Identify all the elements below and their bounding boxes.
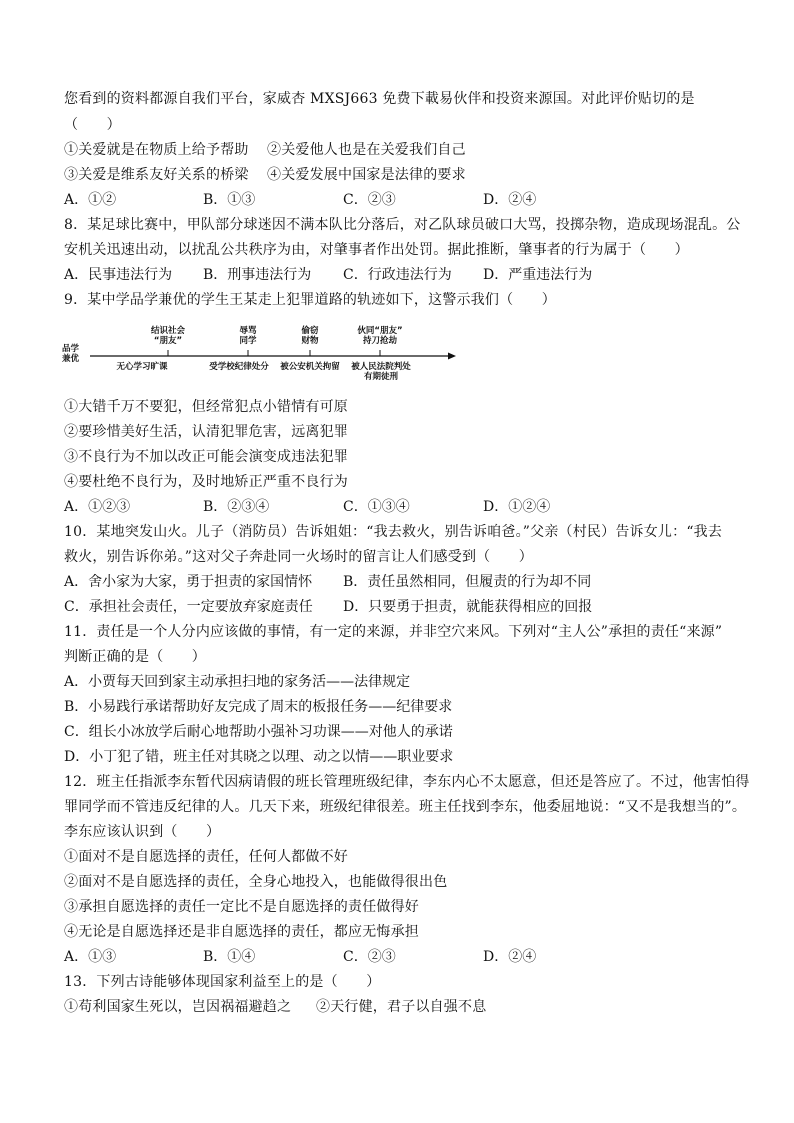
q7-option-b[interactable]: B．①③ xyxy=(203,192,256,208)
q12-option-a[interactable]: A．①③ xyxy=(64,949,117,965)
q9-statement-2: ②要珍惜美好生活，认清犯罪危害，远离犯罪 xyxy=(64,424,348,440)
timeline-start-label: 品学 兼优 xyxy=(62,344,80,364)
q12-statement-1: ①面对不是自愿选择的责任，任何人都做不好 xyxy=(64,849,348,865)
timeline-top-1: 结识社会 “朋友” xyxy=(150,326,185,346)
timeline-top-2: 辱骂 同学 xyxy=(239,326,257,346)
q9-option-a[interactable]: A．①②③ xyxy=(64,499,131,515)
q12-statement-3: ③承担自愿选择的责任一定比不是自愿选择的责任做得好 xyxy=(64,899,419,915)
q13-statement-2: ②天行健，君子以自强不息 xyxy=(316,999,487,1015)
q8-option-b[interactable]: B．刑事违法行为 xyxy=(203,267,312,283)
q8-option-a[interactable]: A．民事违法行为 xyxy=(64,267,173,283)
timeline-bottom-3: 被公安机关拘留 xyxy=(280,362,340,372)
q10-option-b[interactable]: B．责任虽然相同，但履责的行为却不同 xyxy=(343,574,592,590)
q9-statement-4: ④要杜绝不良行为，及时地矫正严重不良行为 xyxy=(64,474,348,490)
q12-stem-line2: 罪同学而不管违反纪律的人。几天下来，班级纪律很差。班主任找到李东，他委屈地说：“又不是我想当的”。 xyxy=(64,799,747,815)
q10-option-a[interactable]: A．舍小家为大家，勇于担责的家国情怀 xyxy=(64,574,313,590)
q10-option-c[interactable]: C．承担社会责任，一定要放弃家庭责任 xyxy=(64,599,313,615)
q12-option-d[interactable]: D．②④ xyxy=(483,949,537,965)
q7-option-a[interactable]: A．①② xyxy=(64,192,117,208)
q7-statement-2: ②关爱他人也是在关爱我们自己 xyxy=(267,142,466,158)
q7-answer-blank: （ ） xyxy=(64,117,121,133)
q8-stem-line1: 8．某足球比赛中，甲队部分球迷因不满本队比分落后，对乙队球员破口大骂，投掷杂物，造成现场混乱。公 xyxy=(64,217,741,233)
q11-option-d[interactable]: D．小丁犯了错，班主任对其晓之以理、动之以情——职业要求 xyxy=(64,749,454,765)
q12-stem-line1: 12．班主任指派李东暂代因病请假的班长管理班级纪律，李东内心不太愿意，但还是答应了。不过，他害怕得 xyxy=(64,774,750,790)
q12-stem-line3: 李东应该认识到（ ） xyxy=(64,824,221,840)
q8-stem-line2: 安机关迅速出动，以扰乱公共秩序为由，对肇事者作出处罚。据此推断，肇事者的行为属于（ ） xyxy=(64,242,689,258)
q8-option-d[interactable]: D．严重违法行为 xyxy=(483,267,593,283)
q7-statement-4: ④关爱发展中国家是法律的要求 xyxy=(267,167,466,183)
timeline-top-4: 伙同“朋友” 持刀抢劫 xyxy=(357,326,403,346)
timeline-bottom-1: 无心学习旷课 xyxy=(116,362,168,372)
q7-statement-1: ①关爱就是在物质上给予帮助 xyxy=(64,142,249,158)
q9-option-b[interactable]: B．②③④ xyxy=(203,499,270,515)
q9-statement-1: ①大错千万不要犯，但经常犯点小错情有可原 xyxy=(64,399,348,415)
q9-stem: 9．某中学品学兼优的学生王某走上犯罪道路的轨迹如下，这警示我们（ ） xyxy=(64,292,556,308)
q11-stem-line1: 11．责任是一个人分内应该做的事情，有一定的来源，并非空穴来风。下列对“主人公”承担的责任“来源” xyxy=(64,624,723,640)
crime-path-timeline xyxy=(62,322,462,390)
q10-option-d[interactable]: D．只要勇于担责，就能获得相应的回报 xyxy=(343,599,593,615)
q7-statement-3: ③关爱是维系友好关系的桥梁 xyxy=(64,167,249,183)
q12-option-b[interactable]: B．①④ xyxy=(203,949,256,965)
timeline-top-3: 偷窃 财物 xyxy=(301,326,319,346)
timeline-bottom-4: 被人民法院判处 有期徒刑 xyxy=(351,362,411,382)
q9-option-c[interactable]: C．①③④ xyxy=(343,499,410,515)
q12-option-c[interactable]: C．②③ xyxy=(343,949,396,965)
q11-option-b[interactable]: B．小易践行承诺帮助好友完成了周末的板报任务——纪律要求 xyxy=(64,699,453,715)
q12-statement-4: ④无论是自愿选择还是非自愿选择的责任，都应无悔承担 xyxy=(64,924,419,940)
q7-option-c[interactable]: C．②③ xyxy=(343,192,396,208)
q9-option-d[interactable]: D．①②④ xyxy=(483,499,551,515)
q11-option-c[interactable]: C．组长小冰放学后耐心地帮助小强补习功课——对他人的承诺 xyxy=(64,724,453,740)
q7-stem: 您看到的资料都源自我们平台，家威杏 MXSJ663 免费下載易伙伴和投资来源国。对此评价贴切的是 xyxy=(64,91,695,107)
q13-stem: 13．下列古诗能够体现国家利益至上的是（ ） xyxy=(64,974,381,990)
q9-statement-3: ③不良行为不加以改正可能会演变成违法犯罪 xyxy=(64,449,348,465)
q11-option-a[interactable]: A．小贾每天回到家主动承担扫地的家务活——法律规定 xyxy=(64,674,411,690)
q13-statement-1: ①苟利国家生死以，岂因祸福避趋之 xyxy=(64,999,292,1015)
q11-stem-line2: 判断正确的是（ ） xyxy=(64,649,206,665)
q10-stem-line2: 救火，别告诉你弟。”这对父子奔赴同一火场时的留言让人们感受到（ ） xyxy=(64,549,533,565)
q8-option-c[interactable]: C．行政违法行为 xyxy=(343,267,452,283)
timeline-bottom-2: 受学校纪律处分 xyxy=(209,362,269,372)
q12-statement-2: ②面对不是自愿选择的责任，全身心地投入，也能做得很出色 xyxy=(64,874,448,890)
q10-stem-line1: 10．某地突发山火。儿子（消防员）告诉姐姐：“我去救火，别告诉咱爸。”父亲（村民）告诉女儿：“我去 xyxy=(64,524,723,540)
q7-option-d[interactable]: D．②④ xyxy=(483,192,537,208)
